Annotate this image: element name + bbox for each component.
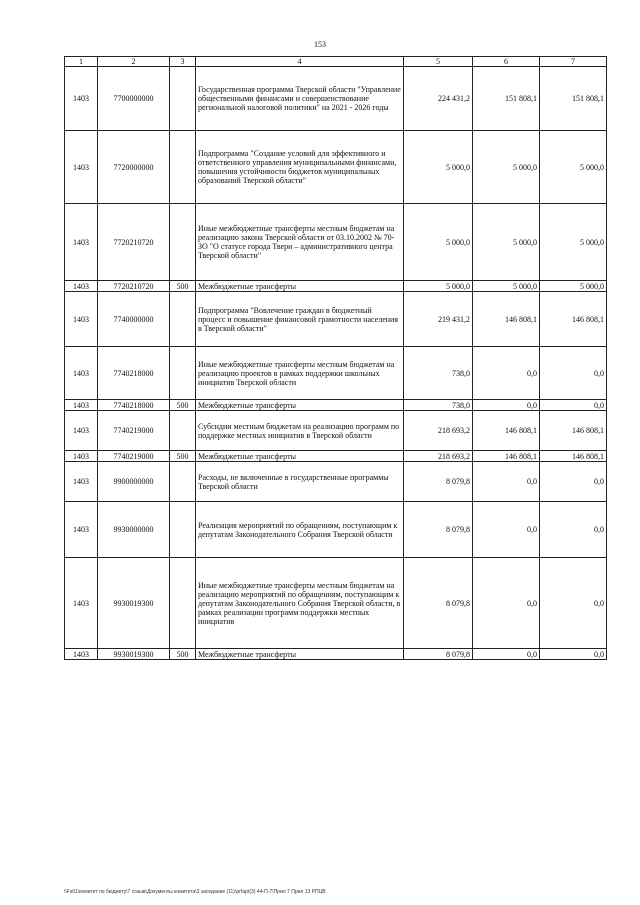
header-col-4: 4	[196, 57, 404, 67]
expense-type-code	[170, 502, 196, 558]
amount-col-5: 218 693,2	[404, 411, 473, 451]
amount-col-7: 5 000,0	[540, 204, 607, 281]
header-col-1: 1	[65, 57, 98, 67]
amount-col-6: 0,0	[473, 558, 540, 649]
item-name: Межбюджетные трансферты	[196, 400, 404, 411]
footer-file-path: \\Fs01\комитет по бюджету\7 созыв\Документы комитета\3 заседание (11)\prfapr(3) 44-П-7\Прил 7 Прил 13 РПЦВ	[64, 889, 326, 895]
item-name: Межбюджетные трансферты	[196, 649, 404, 660]
amount-col-7: 0,0	[540, 400, 607, 411]
expense-type-code	[170, 411, 196, 451]
amount-col-6: 5 000,0	[473, 131, 540, 204]
amount-col-6: 151 808,1	[473, 67, 540, 131]
target-article-code: 9900000000	[98, 462, 170, 502]
header-col-2: 2	[98, 57, 170, 67]
amount-col-7: 146 808,1	[540, 411, 607, 451]
item-name: Реализация мероприятий по обращениям, поступающим к депутатам Законодательного Собрания Тверской области	[196, 502, 404, 558]
table-row	[65, 281, 607, 292]
target-article-code: 9930019300	[98, 558, 170, 649]
amount-col-7: 0,0	[540, 649, 607, 660]
section-code: 1403	[65, 502, 98, 558]
amount-col-7: 0,0	[540, 558, 607, 649]
expense-type-code	[170, 462, 196, 502]
amount-col-7: 5 000,0	[540, 131, 607, 204]
target-article-code: 7740000000	[98, 292, 170, 347]
target-article-code: 7720210720	[98, 281, 170, 292]
expense-type-code: 500	[170, 400, 196, 411]
target-article-code: 7740219000	[98, 411, 170, 451]
expense-type-code: 500	[170, 281, 196, 292]
amount-col-6: 146 808,1	[473, 411, 540, 451]
table-row	[65, 347, 607, 400]
section-code: 1403	[65, 400, 98, 411]
amount-col-5: 8 079,8	[404, 649, 473, 660]
table-row	[65, 400, 607, 411]
item-name: Субсидии местным бюджетам на реализацию программ по поддержке местных инициатив в Тверской области	[196, 411, 404, 451]
item-name: Государственная программа Тверской области "Управление общественными финансами и совершенствование региональной налоговой политики" на 2021 - 2026 годы	[196, 67, 404, 131]
section-code: 1403	[65, 281, 98, 292]
amount-col-5: 219 431,2	[404, 292, 473, 347]
item-name: Иные межбюджетные трансферты местным бюджетам на реализацию проектов в рамках поддержки школьных инициатив Тверской области	[196, 347, 404, 400]
amount-col-7: 0,0	[540, 502, 607, 558]
item-name: Иные межбюджетные трансферты местным бюджетам на реализацию закона Тверской области от 03.10.2002 № 70-ЗО "О статусе города Твери – административного центра Тверской области"	[196, 204, 404, 281]
amount-col-6: 0,0	[473, 400, 540, 411]
table-row	[65, 67, 607, 131]
table-row	[65, 502, 607, 558]
section-code: 1403	[65, 649, 98, 660]
expense-type-code	[170, 204, 196, 281]
amount-col-5: 738,0	[404, 400, 473, 411]
header-row	[65, 57, 607, 67]
amount-col-5: 218 693,2	[404, 451, 473, 462]
expense-type-code	[170, 558, 196, 649]
amount-col-5: 8 079,8	[404, 558, 473, 649]
amount-col-7: 5 000,0	[540, 281, 607, 292]
amount-col-6: 0,0	[473, 462, 540, 502]
amount-col-5: 5 000,0	[404, 131, 473, 204]
section-code: 1403	[65, 292, 98, 347]
table-row	[65, 411, 607, 451]
amount-col-7: 146 808,1	[540, 451, 607, 462]
section-code: 1403	[65, 462, 98, 502]
budget-table	[64, 56, 607, 660]
expense-type-code: 500	[170, 451, 196, 462]
target-article-code: 9930000000	[98, 502, 170, 558]
section-code: 1403	[65, 67, 98, 131]
table-row	[65, 462, 607, 502]
header-col-7: 7	[540, 57, 607, 67]
amount-col-6: 5 000,0	[473, 204, 540, 281]
item-name: Подпрограмма "Создание условий для эффективного и ответственного управления муниципальными финансами, повышения устойчивости бюджетов муниципальных образований Тверской области"	[196, 131, 404, 204]
target-article-code: 7740218000	[98, 400, 170, 411]
section-code: 1403	[65, 411, 98, 451]
expense-type-code	[170, 131, 196, 204]
amount-col-6: 0,0	[473, 649, 540, 660]
amount-col-5: 8 079,8	[404, 502, 473, 558]
section-code: 1403	[65, 131, 98, 204]
item-name: Иные межбюджетные трансферты местным бюджетам на реализацию мероприятий по обращениям, поступающим к депутатам Законодательного Собрания Тверской области, в рамках реализации программ поддержки местных инициатив	[196, 558, 404, 649]
amount-col-6: 146 808,1	[473, 292, 540, 347]
section-code: 1403	[65, 451, 98, 462]
page-number: 153	[314, 40, 326, 49]
section-code: 1403	[65, 347, 98, 400]
table-row	[65, 131, 607, 204]
amount-col-5: 5 000,0	[404, 204, 473, 281]
item-name: Межбюджетные трансферты	[196, 281, 404, 292]
amount-col-7: 0,0	[540, 462, 607, 502]
item-name: Межбюджетные трансферты	[196, 451, 404, 462]
table-row	[65, 204, 607, 281]
target-article-code: 7720210720	[98, 204, 170, 281]
target-article-code: 7740219000	[98, 451, 170, 462]
amount-col-7: 151 808,1	[540, 67, 607, 131]
target-article-code: 7700000000	[98, 67, 170, 131]
expense-type-code: 500	[170, 649, 196, 660]
table-row	[65, 558, 607, 649]
section-code: 1403	[65, 204, 98, 281]
header-col-3: 3	[170, 57, 196, 67]
amount-col-5: 738,0	[404, 347, 473, 400]
amount-col-5: 8 079,8	[404, 462, 473, 502]
header-col-5: 5	[404, 57, 473, 67]
amount-col-5: 224 431,2	[404, 67, 473, 131]
table-row	[65, 292, 607, 347]
item-name: Расходы, не включенные в государственные программы Тверской области	[196, 462, 404, 502]
target-article-code: 7740218000	[98, 347, 170, 400]
table-row	[65, 451, 607, 462]
amount-col-5: 5 000,0	[404, 281, 473, 292]
expense-type-code	[170, 67, 196, 131]
header-col-6: 6	[473, 57, 540, 67]
target-article-code: 7720000000	[98, 131, 170, 204]
amount-col-6: 0,0	[473, 502, 540, 558]
amount-col-6: 0,0	[473, 347, 540, 400]
amount-col-7: 0,0	[540, 347, 607, 400]
amount-col-6: 146 808,1	[473, 451, 540, 462]
amount-col-6: 5 000,0	[473, 281, 540, 292]
item-name: Подпрограмма "Вовлечение граждан в бюджетный процесс и повышение финансовой грамотности населения в Тверской области"	[196, 292, 404, 347]
section-code: 1403	[65, 558, 98, 649]
amount-col-7: 146 808,1	[540, 292, 607, 347]
table-row	[65, 649, 607, 660]
target-article-code: 9930019300	[98, 649, 170, 660]
expense-type-code	[170, 292, 196, 347]
expense-type-code	[170, 347, 196, 400]
